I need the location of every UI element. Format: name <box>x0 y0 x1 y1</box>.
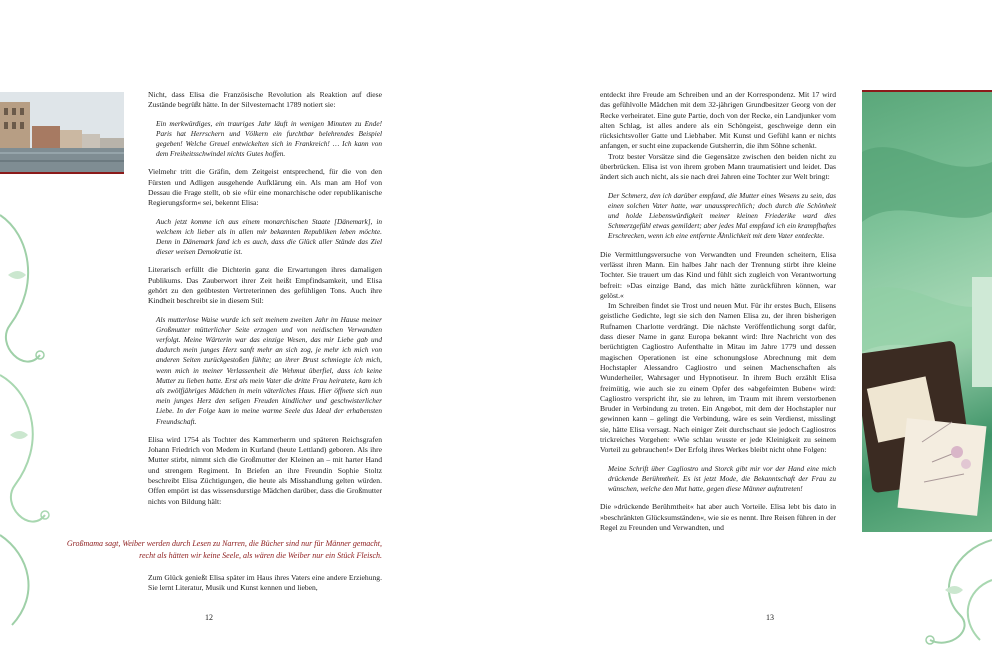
venice-photo <box>0 92 124 174</box>
floral-ornament <box>905 530 992 653</box>
block-quote: Als mutterlose Waise wurde ich seit meinem zweiten Jahr im Hause meiner Großmutter mütterlicher Seite erzogen und von neidischen Verwandten verfolgt. Meine Wärterin war das einzige Wesen, das mir Liebe gab und dadurch mein junges Herz sanft mehr an sich zog, je mehr ich mich von anderen Seiten zurückgestoßen fühlte; an ihrer Brust schmiegte ich mich, wenn mich in meiner Verlassenheit die Wehmut überfiel, dass ich keine Mutter zu lieben hatte. Erst als mein Vater die dritte Frau heiratete, kam ich als zwölfjähriges Mädchen in mein väterliches Haus. Hier öffnete sich nun mein junges Herz den seligen Freuden kindlicher und geschwisterlicher Liebe. In der Folge kam in meine warme Seele das Ideal der erhabensten Freundschaft. <box>156 314 382 426</box>
block-quote: Ein merkwürdiges, ein trauriges Jahr läuft in wenigen Minuten zu Ende! Paris hat Herrschern und Völkern ein furchtbar belehrendes Beispiel gegeben! Welche Greuel entwickelten sich in Frankreich! … Ich kann von dem Freiheitsschwindel nichts Gutes hoffen. <box>156 118 382 159</box>
pull-quote: Großmama sagt, Weiber werden durch Lesen zu Narren, die Bücher sind nur für Männer gemacht, recht als hätten wir keine Seele, als wären die Weiber nur ein Stück Fleisch. <box>66 539 382 560</box>
block-quote: Der Schmerz, den ich darüber empfand, die Mutter eines Wesens zu sein, das einen solchen Vater hatte, war unaussprechlich; doch durch die Schönheit und holde Liebenswürdigkeit meiner kleinen Friederike ward dies Schmerzgefühl etwas gemildert; aber jedes Mal empfand ich ein krampfhaftes Erschrecken, wenn ich eine entfernte Ähnlichkeit mit dem Vater entdeckte. <box>608 190 836 241</box>
paragraph: Literarisch erfüllt die Dichterin ganz die Erwartungen ihres damaligen Publikums. Das Zauberwort ihrer Zeit heißt Empfindsamkeit, und Elisa gehört zu den geübtesten Vertreterinnen des gefühligen Tons. Auch ihre Kindheit beschreibt sie in diesem Stil: <box>148 265 382 306</box>
collage-photo <box>862 92 992 532</box>
paragraph: entdeckt ihre Freude am Schreiben und an der Korrespondenz. Mit 17 wird das gefühlvolle Mädchen mit dem 32-jährigen Grundbesitzer Georg von der Recke verheiratet. Eine gute Partie, doch von der Recke, ein Landjunker vom alten Schlag, ist alles andere als ein Schöngeist, geschweige denn ein rücksichtsvoller Gatte und Liebhaber. Mit Kunst und Gefühl kann er nichts anfangen, er sucht eine zupackende Gutsherrin, die ihm Söhne schenkt. <box>600 90 836 151</box>
paragraph: Zum Glück genießt Elisa später im Haus ihres Vaters eine andere Erziehung. Sie lernt Literatur, Musik und Kunst kennen und lieben, <box>148 573 382 593</box>
page-number: 13 <box>766 613 774 622</box>
block-quote: Meine Schrift über Cagliostro und Storck gibt mir vor der Hand eine mich drückende Berühmtheit. Es ist jetzt Mode, die Bekanntschaft der Frau zu wünschen, welche den Mut hatte, gegen diese Männer aufzutreten! <box>608 463 836 494</box>
paragraph: Vielmehr tritt die Gräfin, dem Zeitgeist entsprechend, für die von den Fürsten und Adligen ausgehende Aufklärung ein. Als man am Hof von Dessau die Frage stellt, ob sie »für eine monarchische oder republikanische Regierungsform« sei, bekennt Elisa: <box>148 167 382 208</box>
paragraph: Elisa wird 1754 als Tochter des Kammerherrn und späteren Reichsgrafen Johann Friedrich von Medem in Kurland (heute Lettland) geboren. Als ihre Mutter stirbt, nimmt sich die Großmutter der Kleinen an – mit harter Hand und strengem Regiment. In Briefen an ihre Freundin Sophie Stoltz beschreibt Elisa Züchtigungen, die heute als Misshandlung gelten würden. Offen empört ist das wissensdurstige Mädchen darüber, dass die Großmutter nichts von Bildung hält: <box>148 434 382 506</box>
paragraph: Nicht, dass Elisa die Französische Revolution als Reaktion auf diese Zustände begrüßt hätte. In der Silvesternacht 1789 notiert sie: <box>148 90 382 110</box>
paragraph: Die Vermittlungsversuche von Verwandten und Freunden scheitern, Elisa verlässt ihren Mann. Ein halbes Jahr nach der Trennung stirbt ihre kleine Tochter. Sie trauert um das Kind und fühlt sich zugleich von Verantwortung befreit: »Das einzige Band, das mich hätte zurückführen können, war gelöst.« <box>600 249 836 300</box>
paragraph: Im Schreiben findet sie Trost und neuen Mut. Für ihr erstes Buch, Elisens geistliche Gedichte, legt sie sich den Namen Elisa zu, der ihren bisherigen Rufnamen Charlotte verdrängt. Die nächste Veröffentlichung sorgt dafür, dass dieser Name in ganz Europa bekannt wird: Ihre Nachricht von des berüchtigten Cagliostro Aufenthalte in Mitau im Jahre 1779 und dessen magischen Operationen ist eine schonungslose Abrechnung mit dem Hochstapler Alessandro Cagliostro und seinen Machenschaften als Wunderheiler, Wahrsager und Hypnotiseur. In ihrem Buch erzählt Elisa freimütig, wie auch sie zu einem Opfer des »abgefeimten Buben« wird: Cagliostro verspricht ihr, sie zu lehren, im Traum mit ihrem verstorbenen Bruder in Verbindung zu treten. Ein Angebot, mit dem der Hochstapler nur gewinnen kann – gelingt die Verbindung, wäre es sein Verdienst, misslingt sie, hätte Elisa versagt. Nach einiger Zeit durchschaut sie jedoch Cagliostros trickreiches Vorgehen: »Wie schlau wusste er jede Kleinigkeit zu seinem Vorteil zu gebrauchen!« Der Erfolg ihres Werkes bleibt nicht ohne Folgen: <box>600 301 836 455</box>
accent-rule <box>0 172 124 174</box>
left-text-column-end <box>148 573 382 594</box>
floral-ornament <box>0 175 60 645</box>
paragraph: Trotz bester Vorsätze sind die Gegensätze zwischen den beiden nicht zu überbrücken. Elisa ist von ihrem groben Mann traumatisiert und leidet. Das ändert sich auch nicht, als sie nach drei Jahren eine Tochter zur Welt bringt: <box>600 151 836 182</box>
block-quote: Auch jetzt komme ich aus einem monarchischen Staate [Dänemark], in welchem ich lieber als in allen mir bekannten Republiken leben möchte. Denn in Dänemark fand ich es auch, dass die Glück aller Stände das Ziel dieser weisen Demokratie ist. <box>156 216 382 257</box>
page-number: 12 <box>205 613 213 622</box>
left-text-column <box>148 90 382 507</box>
paragraph: Die »drückende Berühmtheit« hat aber auch Vorteile. Elisa lebt bis dato in »beschränkten Glücksumständen«, wie sie es nennt. Ihre Reisen führen in der Regel zu Freunden und Verwandten, und <box>600 502 836 532</box>
right-text-column <box>600 90 836 533</box>
